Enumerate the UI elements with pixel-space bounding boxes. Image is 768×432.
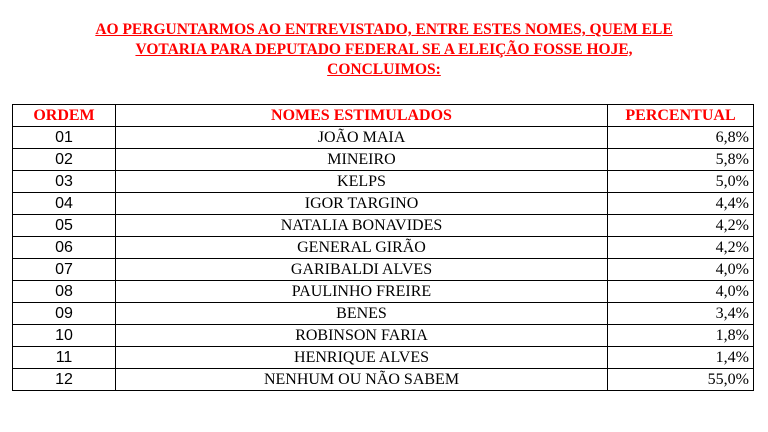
cell-nome: GENERAL GIRÃO xyxy=(116,237,608,259)
cell-ordem: 11 xyxy=(13,347,116,369)
cell-percentual: 1,4% xyxy=(608,347,754,369)
cell-ordem: 06 xyxy=(13,237,116,259)
cell-ordem: 08 xyxy=(13,281,116,303)
cell-nome: ROBINSON FARIA xyxy=(116,325,608,347)
cell-ordem: 03 xyxy=(13,171,116,193)
cell-nome: NATALIA BONAVIDES xyxy=(116,215,608,237)
table-row xyxy=(13,215,754,237)
table-row xyxy=(13,281,754,303)
table-row xyxy=(13,325,754,347)
table-row xyxy=(13,303,754,325)
cell-percentual: 5,8% xyxy=(608,149,754,171)
column-header-nomes: NOMES ESTIMULADOS xyxy=(116,105,608,127)
cell-percentual: 4,0% xyxy=(608,259,754,281)
cell-nome: PAULINHO FREIRE xyxy=(116,281,608,303)
cell-percentual: 55,0% xyxy=(608,369,754,391)
table-row xyxy=(13,171,754,193)
table-header-row xyxy=(13,105,754,127)
heading-line-3: CONCLUIMOS: xyxy=(327,61,441,78)
cell-percentual: 4,4% xyxy=(608,193,754,215)
cell-percentual: 3,4% xyxy=(608,303,754,325)
cell-percentual: 5,0% xyxy=(608,171,754,193)
column-header-percentual: PERCENTUAL xyxy=(608,105,754,127)
cell-ordem: 09 xyxy=(13,303,116,325)
table-row xyxy=(13,259,754,281)
cell-percentual: 6,8% xyxy=(608,127,754,149)
heading-line-2: VOTARIA PARA DEPUTADO FEDERAL SE A ELEIÇÃO FOSSE HOJE, xyxy=(135,41,633,58)
cell-nome: IGOR TARGINO xyxy=(116,193,608,215)
table-row xyxy=(13,127,754,149)
table-row xyxy=(13,149,754,171)
cell-ordem: 07 xyxy=(13,259,116,281)
table-row xyxy=(13,237,754,259)
heading-line-1: AO PERGUNTARMOS AO ENTREVISTADO, ENTRE ESTES NOMES, QUEM ELE xyxy=(95,21,673,38)
column-header-ordem: ORDEM xyxy=(13,105,116,127)
cell-percentual: 4,0% xyxy=(608,281,754,303)
cell-nome: JOÃO MAIA xyxy=(116,127,608,149)
cell-nome: GARIBALDI ALVES xyxy=(116,259,608,281)
cell-ordem: 05 xyxy=(13,215,116,237)
cell-ordem: 04 xyxy=(13,193,116,215)
cell-nome: MINEIRO xyxy=(116,149,608,171)
cell-ordem: 12 xyxy=(13,369,116,391)
table-row xyxy=(13,369,754,391)
cell-ordem: 02 xyxy=(13,149,116,171)
results-table xyxy=(12,104,754,391)
cell-percentual: 1,8% xyxy=(608,325,754,347)
table-row xyxy=(13,347,754,369)
cell-nome: HENRIQUE ALVES xyxy=(116,347,608,369)
cell-nome: BENES xyxy=(116,303,608,325)
cell-nome: KELPS xyxy=(116,171,608,193)
cell-percentual: 4,2% xyxy=(608,237,754,259)
table-row xyxy=(13,193,754,215)
cell-percentual: 4,2% xyxy=(608,215,754,237)
cell-nome: NENHUM OU NÃO SABEM xyxy=(116,369,608,391)
page-heading xyxy=(0,20,768,80)
cell-ordem: 01 xyxy=(13,127,116,149)
cell-ordem: 10 xyxy=(13,325,116,347)
